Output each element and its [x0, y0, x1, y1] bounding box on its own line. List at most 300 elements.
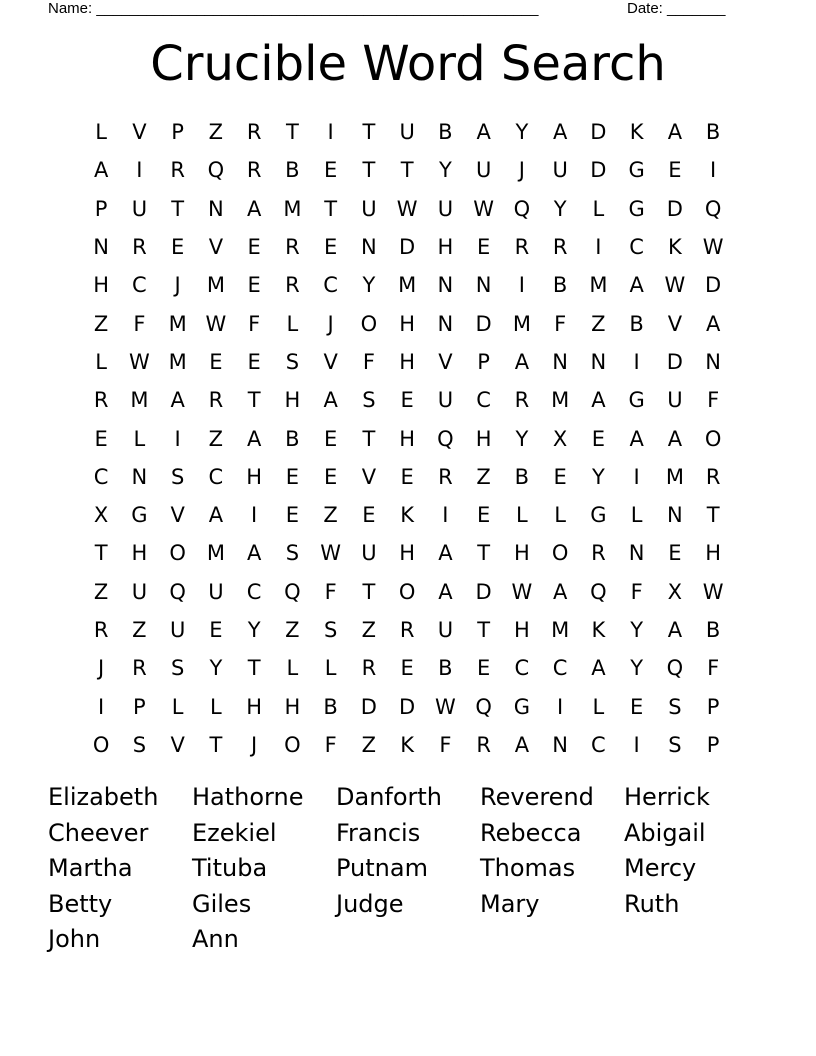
grid-letter[interactable]: A	[667, 426, 683, 451]
grid-letter[interactable]: F	[630, 579, 643, 604]
grid-letter[interactable]: U	[399, 120, 415, 145]
grid-letter[interactable]: L	[210, 694, 222, 719]
grid-letter[interactable]: L	[286, 656, 299, 681]
grid-letter[interactable]: I	[98, 694, 105, 719]
grid-letter[interactable]: J	[518, 158, 525, 183]
grid-letter[interactable]: Q	[475, 694, 492, 719]
grid-letter[interactable]: M	[168, 311, 187, 336]
grid-letter[interactable]: Z	[208, 120, 224, 145]
grid-letter[interactable]: O	[92, 732, 110, 757]
grid-letter[interactable]: B	[323, 694, 338, 719]
grid-letter[interactable]: Y	[209, 656, 223, 681]
grid-letter[interactable]: B	[705, 120, 721, 145]
grid-letter[interactable]: A	[667, 120, 683, 145]
grid-letter[interactable]: M	[665, 464, 684, 489]
grid-letter[interactable]: N	[552, 732, 568, 757]
grid-letter[interactable]: U	[131, 579, 148, 604]
grid-letter[interactable]: N	[208, 196, 224, 221]
grid-letter[interactable]: R	[208, 388, 224, 413]
grid-letter[interactable]: D	[666, 349, 683, 374]
grid-letter[interactable]: A	[170, 388, 185, 413]
grid-letter[interactable]: N	[667, 503, 683, 528]
grid-letter[interactable]: P	[133, 694, 146, 719]
grid-letter[interactable]: F	[324, 732, 337, 757]
grid-letter[interactable]: O	[398, 579, 416, 604]
grid-letter[interactable]: T	[706, 503, 720, 528]
grid-letter[interactable]: H	[131, 541, 148, 566]
grid-letter[interactable]: R	[132, 235, 147, 260]
grid-letter[interactable]: T	[362, 158, 376, 183]
grid-letter[interactable]: Y	[247, 618, 261, 642]
grid-letter[interactable]: Q	[437, 426, 454, 451]
grid-letter[interactable]: F	[248, 311, 261, 336]
grid-letter[interactable]: K	[591, 618, 606, 642]
word-list-item: Judge	[336, 889, 404, 918]
grid-letter[interactable]: U	[131, 196, 148, 221]
grid-letter[interactable]: H	[246, 464, 263, 489]
grid-letter[interactable]: S	[170, 464, 185, 489]
grid-letter[interactable]: A	[438, 579, 453, 604]
word-list-item: Rebecca	[480, 818, 582, 847]
grid-letter[interactable]: U	[208, 579, 224, 604]
grid-letter[interactable]: L	[286, 311, 299, 336]
grid-letter[interactable]: E	[285, 503, 300, 528]
grid-letter[interactable]: Q	[207, 158, 225, 183]
grid-letter[interactable]: Y	[630, 618, 644, 642]
grid-letter[interactable]: M	[551, 618, 570, 642]
grid-letter[interactable]: T	[362, 120, 376, 145]
grid-letter[interactable]: S	[285, 349, 300, 374]
grid-letter[interactable]: J	[327, 311, 334, 336]
grid-letter[interactable]: I	[633, 732, 640, 757]
grid-letter[interactable]: L	[592, 196, 605, 221]
grid-letter[interactable]: A	[246, 196, 262, 221]
grid-letter[interactable]: I	[633, 464, 640, 489]
grid-letter[interactable]: A	[591, 656, 606, 681]
grid-letter[interactable]: E	[209, 349, 223, 374]
grid-letter[interactable]: G	[628, 196, 645, 221]
grid-letter[interactable]: A	[246, 426, 262, 451]
grid-letter[interactable]: Z	[361, 618, 377, 642]
grid-letter[interactable]: F	[362, 349, 375, 374]
grid-letter[interactable]: O	[169, 541, 186, 566]
grid-letter[interactable]: N	[361, 235, 377, 260]
grid-letter[interactable]: F	[439, 732, 452, 757]
grid-letter[interactable]: E	[323, 158, 338, 183]
grid-letter[interactable]: O	[284, 732, 301, 757]
grid-letter[interactable]: E	[668, 158, 682, 183]
grid-letter[interactable]: W	[473, 196, 494, 221]
grid-letter[interactable]: Z	[591, 311, 606, 336]
grid-letter[interactable]: Y	[630, 656, 644, 681]
grid-letter[interactable]: M	[206, 273, 225, 298]
grid-letter[interactable]: R	[514, 388, 530, 413]
word-list-item: Mary	[480, 889, 540, 918]
grid-letter[interactable]: F	[707, 388, 720, 413]
grid-letter[interactable]: F	[324, 579, 337, 604]
grid-letter[interactable]: E	[553, 464, 567, 489]
word-list-item: Elizabeth	[48, 783, 159, 811]
grid-letter[interactable]: Z	[93, 311, 109, 336]
grid-letter[interactable]: H	[513, 618, 530, 642]
grid-letter[interactable]: P	[477, 349, 490, 374]
word-list-item: Danforth	[336, 783, 443, 811]
grid-letter[interactable]: U	[437, 196, 454, 221]
grid-letter[interactable]: D	[360, 694, 377, 719]
grid-letter[interactable]: D	[475, 579, 492, 604]
grid-letter[interactable]: I	[174, 426, 181, 451]
grid-letter[interactable]: W	[702, 235, 724, 260]
grid-letter[interactable]: U	[361, 541, 377, 566]
grid-letter[interactable]: Q	[590, 579, 607, 604]
grid-letter[interactable]: E	[285, 464, 300, 489]
grid-letter[interactable]: A	[552, 120, 568, 145]
grid-letter[interactable]: S	[132, 732, 147, 757]
grid-letter[interactable]: C	[132, 273, 147, 298]
grid-letter[interactable]: H	[399, 349, 416, 374]
grid-letter[interactable]: E	[476, 503, 491, 528]
grid-letter[interactable]: Y	[515, 426, 529, 451]
grid-letter[interactable]: W	[128, 349, 150, 374]
grid-letter[interactable]: M	[551, 388, 570, 413]
grid-letter[interactable]: J	[98, 656, 105, 681]
grid-letter[interactable]: T	[171, 196, 185, 221]
grid-letter[interactable]: V	[667, 311, 683, 336]
grid-letter[interactable]: Z	[132, 618, 147, 642]
grid-letter[interactable]: A	[552, 579, 568, 604]
grid-letter[interactable]: V	[208, 235, 224, 260]
grid-letter[interactable]: P	[706, 732, 720, 757]
grid-letter[interactable]: T	[247, 388, 261, 413]
grid-letter[interactable]: Z	[285, 618, 300, 642]
grid-letter[interactable]: R	[438, 464, 453, 489]
grid-letter[interactable]: H	[437, 235, 454, 260]
grid-letter[interactable]: H	[399, 311, 416, 336]
grid-letter[interactable]: U	[437, 388, 454, 413]
grid-letter[interactable]: W	[320, 541, 341, 566]
grid-letter[interactable]: I	[518, 273, 525, 298]
word-list-item: Giles	[192, 889, 252, 918]
grid-letter[interactable]: R	[285, 273, 300, 298]
grid-letter[interactable]: Y	[362, 273, 376, 298]
grid-letter[interactable]: G	[131, 503, 148, 528]
grid-letter[interactable]: S	[323, 618, 338, 642]
grid-letter[interactable]: T	[285, 120, 299, 145]
date-field[interactable]: Date: _______	[627, 0, 726, 17]
grid-letter[interactable]: R	[552, 235, 568, 260]
grid-letter[interactable]: A	[93, 158, 109, 183]
grid-letter[interactable]: I	[595, 235, 602, 260]
grid-letter[interactable]: A	[514, 349, 530, 374]
grid-letter[interactable]: F	[133, 311, 146, 336]
grid-letter[interactable]: L	[95, 120, 107, 145]
grid-letter[interactable]: W	[664, 273, 686, 298]
grid-letter[interactable]: E	[94, 426, 108, 451]
grid-letter[interactable]: M	[589, 273, 608, 298]
grid-letter[interactable]: N	[475, 273, 492, 298]
grid-letter[interactable]: O	[360, 311, 378, 336]
grid-letter[interactable]: R	[705, 464, 721, 489]
grid-letter[interactable]: V	[323, 349, 338, 374]
grid-letter[interactable]: I	[136, 158, 143, 183]
grid-letter[interactable]: H	[513, 541, 530, 566]
grid-letter[interactable]: I	[442, 503, 449, 528]
grid-letter[interactable]: T	[362, 579, 376, 604]
grid-letter[interactable]: Y	[438, 158, 452, 183]
grid-letter[interactable]: L	[592, 694, 605, 719]
grid-letter[interactable]: H	[93, 273, 110, 298]
grid-letter[interactable]: S	[668, 732, 682, 757]
grid-letter[interactable]: K	[400, 503, 415, 528]
grid-letter[interactable]: T	[362, 426, 376, 451]
grid-letter[interactable]: E	[323, 464, 338, 489]
grid-letter[interactable]: E	[591, 426, 606, 451]
grid-letter[interactable]: E	[323, 235, 338, 260]
grid-letter[interactable]: A	[476, 120, 491, 145]
grid-letter[interactable]: R	[93, 388, 109, 413]
grid-letter[interactable]: J	[251, 732, 258, 757]
grid-letter[interactable]: E	[668, 541, 682, 566]
grid-letter[interactable]: A	[438, 541, 453, 566]
grid-letter[interactable]: S	[668, 694, 682, 719]
grid-letter[interactable]: E	[362, 503, 376, 528]
grid-letter[interactable]: C	[246, 579, 262, 604]
grid-letter[interactable]: M	[512, 311, 531, 336]
grid-letter[interactable]: O	[704, 426, 722, 451]
grid-letter[interactable]: S	[285, 541, 300, 566]
grid-letter[interactable]: H	[284, 388, 301, 413]
grid-letter[interactable]: N	[552, 349, 568, 374]
grid-letter[interactable]: G	[513, 694, 531, 719]
grid-letter[interactable]: N	[705, 349, 721, 374]
grid-letter[interactable]: R	[170, 158, 185, 183]
grid-letter[interactable]: C	[514, 656, 530, 681]
grid-letter[interactable]: S	[170, 656, 185, 681]
grid-letter[interactable]: P	[94, 196, 108, 221]
grid-letter[interactable]: I	[557, 694, 564, 719]
grid-letter[interactable]: C	[323, 273, 338, 298]
grid-letter[interactable]: R	[285, 235, 300, 260]
grid-letter[interactable]: W	[702, 579, 724, 604]
grid-letter[interactable]: C	[208, 464, 224, 489]
grid-letter[interactable]: C	[552, 656, 568, 681]
grid-letter[interactable]: A	[323, 388, 338, 413]
grid-letter[interactable]: E	[209, 618, 223, 642]
grid-letter[interactable]: Y	[591, 464, 605, 489]
grid-letter[interactable]: B	[285, 158, 300, 183]
grid-letter[interactable]: B	[514, 464, 530, 489]
grid-letter[interactable]: T	[477, 541, 491, 566]
grid-letter[interactable]: E	[170, 235, 185, 260]
grid-letter[interactable]: M	[206, 541, 225, 566]
grid-letter[interactable]: W	[511, 579, 533, 604]
name-field[interactable]: Name: _____________________________________________________	[48, 0, 539, 17]
grid-letter[interactable]: N	[437, 311, 454, 336]
grid-letter[interactable]: P	[171, 120, 184, 145]
grid-letter[interactable]: E	[400, 656, 414, 681]
grid-letter[interactable]: E	[247, 349, 261, 374]
grid-letter[interactable]: U	[437, 618, 454, 642]
grid-letter[interactable]: U	[169, 618, 186, 642]
grid-letter[interactable]: E	[247, 235, 261, 260]
grid-letter[interactable]: C	[629, 235, 644, 260]
grid-letter[interactable]: B	[285, 426, 300, 451]
grid-letter[interactable]: C	[93, 464, 109, 489]
grid-letter[interactable]: K	[400, 732, 415, 757]
grid-letter[interactable]: N	[437, 273, 454, 298]
grid-letter[interactable]: I	[327, 120, 334, 145]
grid-letter[interactable]: Z	[208, 426, 224, 451]
grid-letter[interactable]: N	[590, 349, 607, 374]
grid-letter[interactable]: R	[514, 235, 530, 260]
grid-letter[interactable]: U	[361, 196, 377, 221]
grid-letter[interactable]: D	[666, 196, 683, 221]
grid-letter[interactable]: V	[170, 503, 185, 528]
grid-letter[interactable]: N	[93, 235, 109, 260]
grid-letter[interactable]: G	[628, 388, 645, 413]
grid-letter[interactable]: E	[476, 235, 491, 260]
grid-letter[interactable]: B	[552, 273, 568, 298]
grid-letter[interactable]: H	[399, 426, 416, 451]
grid-letter[interactable]: B	[438, 656, 453, 681]
grid-letter[interactable]: G	[628, 158, 645, 183]
grid-letter[interactable]: E	[400, 464, 414, 489]
grid-letter[interactable]: Y	[553, 196, 567, 221]
grid-letter[interactable]: E	[247, 273, 261, 298]
grid-letter[interactable]: B	[629, 311, 644, 336]
grid-letter[interactable]: D	[399, 694, 416, 719]
grid-letter[interactable]: D	[705, 273, 722, 298]
grid-letter[interactable]: D	[399, 235, 416, 260]
grid-letter[interactable]: F	[707, 656, 720, 681]
grid-letter[interactable]: X	[552, 426, 568, 451]
grid-letter[interactable]: V	[361, 464, 377, 489]
grid-letter[interactable]: D	[475, 311, 492, 336]
grid-letter[interactable]: B	[705, 618, 721, 642]
grid-letter[interactable]: L	[95, 349, 107, 374]
grid-letter[interactable]: S	[362, 388, 376, 413]
grid-letter[interactable]: U	[475, 158, 492, 183]
grid-letter[interactable]: N	[131, 464, 148, 489]
grid-letter[interactable]: K	[629, 120, 644, 145]
grid-letter[interactable]: R	[476, 732, 491, 757]
grid-letter[interactable]: E	[323, 426, 338, 451]
grid-letter[interactable]: Q	[169, 579, 186, 604]
grid-letter[interactable]: A	[629, 273, 644, 298]
grid-letter[interactable]: Z	[323, 503, 338, 528]
grid-letter[interactable]: L	[324, 656, 337, 681]
grid-letter[interactable]: L	[171, 694, 184, 719]
grid-letter[interactable]: T	[477, 618, 491, 642]
grid-letter[interactable]: X	[93, 503, 109, 528]
grid-letter[interactable]: A	[514, 732, 530, 757]
grid-letter[interactable]: M	[398, 273, 417, 298]
grid-letter[interactable]: T	[400, 158, 414, 183]
grid-letter[interactable]: U	[667, 388, 683, 413]
grid-letter[interactable]: H	[399, 541, 416, 566]
grid-letter[interactable]: H	[284, 694, 301, 719]
grid-letter[interactable]: C	[476, 388, 491, 413]
grid-letter[interactable]: O	[551, 541, 569, 566]
grid-letter[interactable]: L	[554, 503, 566, 528]
grid-letter[interactable]: V	[132, 120, 147, 145]
grid-letter[interactable]: C	[591, 732, 606, 757]
grid-letter[interactable]: E	[476, 656, 491, 681]
grid-letter[interactable]: T	[209, 732, 223, 757]
grid-letter[interactable]: Q	[513, 196, 531, 221]
grid-letter[interactable]: R	[361, 656, 377, 681]
grid-letter[interactable]: A	[667, 618, 683, 642]
grid-letter[interactable]: M	[283, 196, 302, 221]
grid-letter[interactable]: P	[706, 694, 720, 719]
grid-letter[interactable]: H	[246, 694, 263, 719]
grid-letter[interactable]: M	[168, 349, 187, 374]
grid-letter[interactable]: A	[705, 311, 721, 336]
grid-letter[interactable]: I	[633, 349, 640, 374]
grid-letter[interactable]: R	[246, 120, 262, 145]
grid-letter[interactable]: H	[705, 541, 722, 566]
grid-letter[interactable]: L	[630, 503, 643, 528]
grid-letter[interactable]: Y	[515, 120, 529, 145]
grid-letter[interactable]: E	[400, 388, 414, 413]
grid-letter[interactable]: Z	[93, 579, 109, 604]
grid-letter[interactable]: R	[399, 618, 415, 642]
grid-letter[interactable]: L	[516, 503, 528, 528]
grid-letter[interactable]: W	[434, 694, 456, 719]
word-list-item: Putnam	[336, 854, 428, 883]
grid-letter[interactable]: K	[667, 235, 682, 260]
grid-letter[interactable]: T	[324, 196, 338, 221]
grid-letter[interactable]: V	[438, 349, 453, 374]
grid-letter[interactable]: R	[246, 158, 262, 183]
grid-letter[interactable]: U	[552, 158, 568, 183]
grid-letter[interactable]: W	[396, 196, 418, 221]
grid-letter[interactable]: W	[205, 311, 227, 336]
grid-letter[interactable]: Q	[284, 579, 301, 604]
grid-letter[interactable]: I	[251, 503, 258, 528]
grid-letter[interactable]: T	[94, 541, 108, 566]
grid-letter[interactable]: A	[591, 388, 606, 413]
grid-letter[interactable]: Q	[704, 196, 722, 221]
grid-letter[interactable]: A	[246, 541, 262, 566]
word-list-item: Hathorne	[192, 783, 304, 811]
grid-letter[interactable]: Z	[476, 464, 491, 489]
grid-letter[interactable]: B	[438, 120, 453, 145]
grid-letter[interactable]: A	[208, 503, 224, 528]
grid-letter[interactable]: H	[475, 426, 492, 451]
grid-letter[interactable]: D	[590, 120, 607, 145]
word-list-item: Francis	[336, 818, 421, 847]
grid-letter[interactable]: V	[170, 732, 185, 757]
grid-letter[interactable]: R	[591, 541, 606, 566]
grid-letter[interactable]: M	[130, 388, 149, 413]
grid-letter[interactable]: F	[554, 311, 567, 336]
grid-letter[interactable]: D	[590, 158, 607, 183]
grid-letter[interactable]: Z	[361, 732, 377, 757]
grid-letter[interactable]: N	[628, 541, 645, 566]
grid-letter[interactable]: Q	[666, 656, 684, 681]
grid-letter[interactable]: R	[93, 618, 109, 642]
grid-letter[interactable]: I	[710, 158, 717, 183]
grid-letter[interactable]: G	[590, 503, 607, 528]
grid-letter[interactable]: J	[174, 273, 181, 298]
grid-letter[interactable]: R	[132, 656, 147, 681]
grid-letter[interactable]: X	[667, 579, 683, 604]
grid-letter[interactable]: L	[133, 426, 146, 451]
grid-letter[interactable]: A	[629, 426, 644, 451]
grid-letter[interactable]: E	[629, 694, 644, 719]
grid-letter[interactable]: T	[247, 656, 261, 681]
